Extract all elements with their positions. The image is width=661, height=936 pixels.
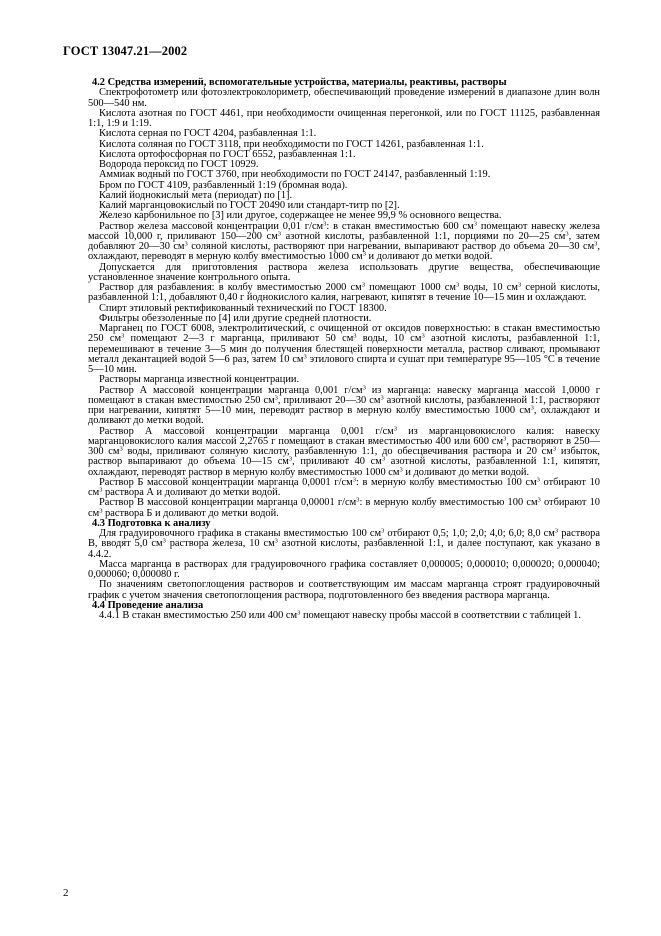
paragraph: Кислота ортофосфорная по ГОСТ 6552, разбавленная 1:1. [99, 148, 356, 160]
paragraph: Раствор Б массовой концентрации марганца 0,0001 $г/см^3$: в мерную колбу вместимостью 100 $см^3$ отбирают 10 $см^3$ раствора А и доливают до метки водой. [88, 476, 600, 498]
document-header: ГОСТ 13047.21—2002 [63, 44, 188, 58]
section-heading: 4.4 Проведение анализа [92, 599, 204, 611]
paragraph: Кислота соляная по ГОСТ 3118, при необходимости по ГОСТ 14261, разбавленная 1:1. [99, 138, 484, 150]
paragraph: Калий йоднокислый мета (периодат) по [1]. [99, 189, 293, 201]
paragraph: 4.4.1 В стакан вместимостью 250 или 400 $см^3$ помещают навеску пробы массой в соответствии с таблицей 1. [99, 609, 581, 621]
section-heading: 4.3 Подготовка к анализу [92, 517, 211, 529]
paragraph: Водорода пероксид по ГОСТ 10929. [99, 159, 259, 170]
paragraph: Калий марганцовокислый по ГОСТ 20490 или стандарт-титр по [2]. [99, 200, 400, 211]
paragraph: Кислота азотная по ГОСТ 4461, при необходимости очищенная перегонкой, или по ГОСТ 11125, разбавленная 1:1, 1:9 и 1:19. [88, 107, 600, 129]
paragraph: Масса марганца в растворах для градуировочного графика составляет 0,000005; 0,000010; 0,000020; 0,000040; 0,000060; 0,000080 г. [88, 558, 600, 580]
paragraph: Для градуировочного графика в стаканы вместимостью 100 $см^3$ отбирают 0,5; 1,0; 2,0; 4,0; 6,0; 8,0 $см^3$ раствора В, вводят 5,0 $см^3$ раствора железа, 10 $см^3$ азотной кислоты, разбавленной 1:1, и далее поступают, как указано в 4.4.2. [88, 527, 600, 560]
page-number: 2 [63, 887, 69, 899]
paragraph: Железо карбонильное по [3] или другое, содержащее не менее 99,9 % основного вещества. [99, 210, 502, 222]
paragraph: Раствор А массовой концентрации марганца 0,001 $г/см^3$ из марганцовокислого калия: навеску марганцовокислого калия массой 2,2765 г помещают в стакан вместимостью 400 или 600 $см^3$, растворяют в 250—300 $см^3$ воды, приливают соляную кислоту, разбавленную 1:1, до обесцвечивания раствора и 20 $см^3$ избыток, раствор выпаривают до объема 10—15 $см^3$, приливают 40 $см^3$ азотной кислоты, разбавленной 1:1, кипятят, охлаждают, переводят раствор в мерную колбу вместимостью 1000 $см^3$ и доливают до метки водой. [88, 425, 601, 478]
paragraph: По значениям светопоглощения растворов и соответствующим им массам марганца строят градуировочный график с учетом значения светопоглощения раствора, подготовленного без введения раствора марганца. [88, 579, 600, 601]
document-body [88, 78, 600, 621]
paragraph: Допускается для приготовления раствора железа использовать другие вещества, обеспечивающие установленное значение контрольного опыта. [88, 261, 600, 283]
paragraph: Спирт этиловый ректификованный технический по ГОСТ 18300. [99, 302, 387, 314]
paragraph: Марганец по ГОСТ 6008, электролитический, с очищенной от оксидов поверхностью: в стакан вместимостью 250 $см^3$ помещают 2—3 г марганца, приливают 50 $см^3$ воды, 10 $см^3$ азотной кислоты, разбавленной 1:1, перемешивают в течение 3—5 мин до получения блестящей поверхности металла, раствор сливают, промывают металл декантацией водой 5—6 раз, затем 10 $см^3$ этилового спирта и сушат при температуре 95—105 °С в течение 5—10 мин. [88, 323, 600, 375]
paragraph: Раствор для разбавления: в колбу вместимостью 2000 $см^3$ помещают 1000 $см^3$ воды, 10 $см^3$ серной кислоты, разбавленной 1:1, добавляют 0,40 г йоднокислого калия, нагревают, кипятят в течение 10—15 мин и охлаждают. [88, 281, 600, 304]
paragraph: Бром по ГОСТ 4109, разбавленный 1:19 (бромная вода). [99, 179, 348, 191]
paragraph: Фильтры обеззоленные по [4] или другие средней плотности. [99, 312, 372, 324]
paragraph: Раствор железа массовой концентрации 0,01 $г/см^3$: в стакан вместимостью 600 $см^3$ помещают навеску железа массой 10,000 г, приливают 150—200 $см^3$ азотной кислоты, разбавленной 1:1, порциями по 20—25 $см^3$, затем добавляют 20—30 $см^3$ соляной кислоты, растворяют при нагревании, выпаривают раствор до объема 20—30 $см^3$, охлаждают, переводят в мерную колбу вместимостью 1000 $см^3$ и доливают до метки водой. [88, 220, 600, 263]
paragraph: Аммиак водный по ГОСТ 3760, при необходимости по ГОСТ 24147, разбавленный 1:19. [99, 169, 491, 181]
paragraph: Растворы марганца известной концентрации. [99, 374, 300, 386]
paragraph: Раствор В массовой концентрации марганца 0,00001 $г/см^3$: в мерную колбу вместимостью 100 $см^3$ отбирают 10 $см^3$ раствора Б и доливают до метки водой. [88, 496, 600, 519]
section-heading: 4.2 Средства измерений, вспомогательные устройства, материалы, реактивы, растворы [92, 77, 507, 88]
paragraph: Кислота серная по ГОСТ 4204, разбавленная 1:1. [99, 128, 317, 140]
paragraph: Раствор А массовой концентрации марганца 0,001 $г/см^3$ из марганца: навеску марганца массой 1,0000 г помещают в стакан вместимостью 250 $см^3$, приливают 20—30 $см^3$ азотной кислоты, разбавленной 1:1, растворяют при нагревании, кипятят 5—10 мин, переводят раствор в мерную колбу вместимостью 1000 $см^3$, охлаждают и доливают до метки водой. [88, 384, 601, 427]
paragraph: Спектрофотометр или фотоэлектроколориметр, обеспечивающий проведение измерений в диапазоне длин волн 500—540 нм. [88, 87, 600, 109]
